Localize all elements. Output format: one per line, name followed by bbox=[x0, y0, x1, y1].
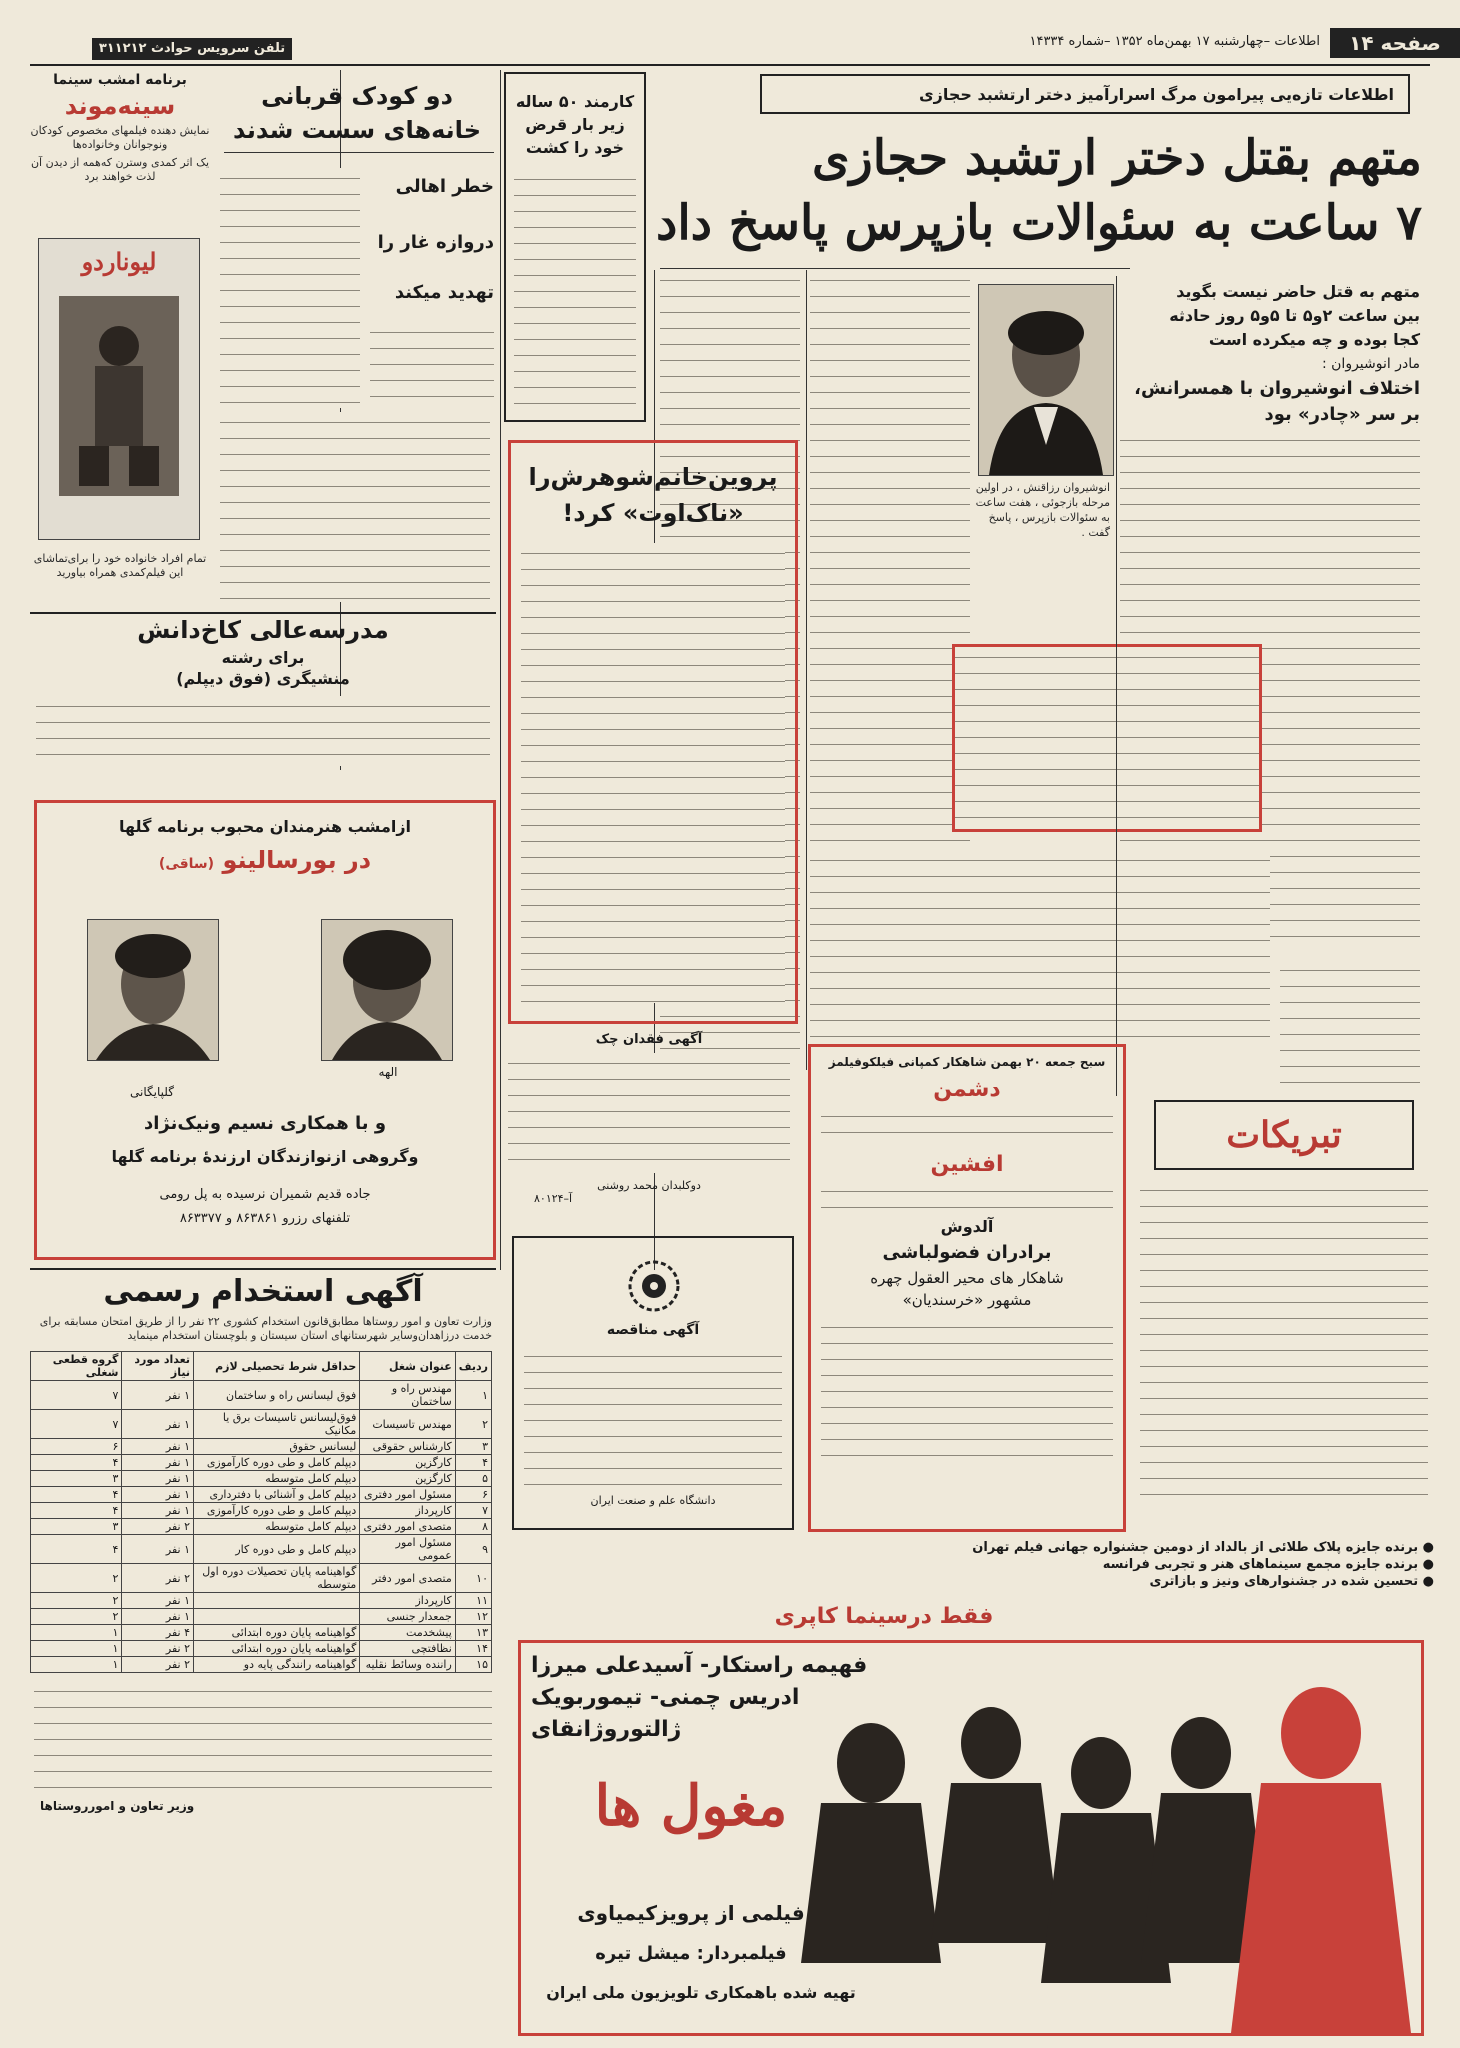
concert-line-2: و با همکاری نسیم ونیک‌نژاد bbox=[143, 1113, 387, 1134]
employment-header-cell: عنوان شغل bbox=[360, 1352, 455, 1381]
table-cell: ۱۴ bbox=[455, 1641, 491, 1657]
bill-act-5: شاهکار های محیر العقول چهره bbox=[870, 1269, 1064, 1287]
table-cell: ۱ نفر bbox=[122, 1381, 194, 1410]
lead-note-box bbox=[952, 644, 1262, 832]
table-cell: ۴ bbox=[455, 1455, 491, 1471]
cinema-desc: نمایش دهنده فیلمهای مخصوص کودکان ونوجوانان وخانواده‌ها bbox=[30, 124, 210, 151]
table-cell: ۲ نفر bbox=[122, 1519, 194, 1535]
table-cell: مهندس تاسیسات bbox=[360, 1410, 455, 1439]
congrats-section bbox=[1134, 1096, 1434, 1532]
concert-line-3: وگروهی ازنوازندگان ارزندهٔ برنامه گلها bbox=[111, 1147, 419, 1166]
movie-cast-1: فهیمه راستکار- آسیدعلی میرزا bbox=[531, 1653, 868, 1678]
concert-line-1: ازامشب هنرمندان محبوب برنامه گلها bbox=[118, 817, 412, 836]
table-cell: ۱ نفر bbox=[122, 1455, 194, 1471]
table-cell: ۱۱ bbox=[455, 1593, 491, 1609]
artist-1-photo bbox=[321, 919, 453, 1061]
cinema-venue: سینه‌موند bbox=[64, 92, 176, 120]
masthead bbox=[0, 0, 1460, 68]
table-cell: ۵ bbox=[455, 1471, 491, 1487]
table-cell: ۲ bbox=[31, 1564, 122, 1593]
table-cell: ۹ bbox=[455, 1535, 491, 1564]
concert-venue: در بورسالینو bbox=[222, 846, 372, 874]
concert-bill bbox=[808, 1044, 1126, 1532]
suspect-photo bbox=[978, 284, 1114, 476]
concert-address: جاده قدیم شمیران نرسیده به پل رومی bbox=[159, 1187, 371, 1202]
concert-venue-row bbox=[37, 846, 493, 874]
table-cell: ۶ bbox=[455, 1487, 491, 1503]
employment-table bbox=[30, 1351, 492, 1673]
lost-check-ad bbox=[504, 1032, 794, 1232]
table-row bbox=[31, 1503, 492, 1519]
table-cell: ۲ bbox=[31, 1609, 122, 1625]
table-cell: کارپرداز bbox=[360, 1503, 455, 1519]
lost-check-title: آگهی فقدان چک bbox=[595, 1032, 703, 1047]
employee-body bbox=[514, 169, 636, 409]
congrats-title: تبریکات bbox=[1226, 1114, 1342, 1156]
kids-title-2: خانه‌های سست شدند bbox=[232, 116, 481, 144]
table-cell: ۱ bbox=[31, 1641, 122, 1657]
table-cell: نظافتچی bbox=[360, 1641, 455, 1657]
employment-header-cell: گروه قطعی شغلی bbox=[31, 1352, 122, 1381]
portrait-illustration bbox=[979, 285, 1113, 475]
cinema-poster bbox=[38, 238, 200, 540]
table-cell: متصدی امور دفتری bbox=[360, 1519, 455, 1535]
table-row bbox=[31, 1625, 492, 1641]
kids-sub-3: تهدید میکند bbox=[394, 282, 494, 303]
bill-act-6: مشهور «خرسندیان» bbox=[902, 1291, 1032, 1309]
table-row bbox=[31, 1564, 492, 1593]
bill-act-3: آلدوش bbox=[940, 1217, 994, 1236]
table-cell: ۱۰ bbox=[455, 1564, 491, 1593]
lead-sub-1: متهم به قتل حاضر نیست بگوید bbox=[1176, 282, 1420, 301]
lead-headline-2: ۷ ساعت به سئوالات بازپرس پاسخ داد bbox=[655, 195, 1422, 251]
table-cell: دیپلم کامل متوسطه bbox=[194, 1519, 360, 1535]
tender-logo bbox=[626, 1258, 682, 1314]
cinema-heading: برنامه امشب سینما bbox=[53, 72, 187, 88]
table-cell: مهندس راه و ساختمان bbox=[360, 1381, 455, 1410]
kids-body-c bbox=[370, 322, 494, 412]
table-cell: ۱ نفر bbox=[122, 1410, 194, 1439]
table-cell: ۱۲ bbox=[455, 1609, 491, 1625]
table-cell: متصدی امور دفتر bbox=[360, 1564, 455, 1593]
gear-logo-icon bbox=[626, 1258, 682, 1314]
artist-2-photo bbox=[87, 919, 219, 1061]
table-cell: گواهینامه رانندگی پایه دو bbox=[194, 1657, 360, 1673]
table-row bbox=[31, 1535, 492, 1564]
kids-body-a bbox=[220, 168, 360, 408]
table-cell: ۱ نفر bbox=[122, 1471, 194, 1487]
lead-kicker: اطلاعات تازه‌یی پیرامون مرگ اسرارآمیز دختر ارتشبد حجازی bbox=[918, 85, 1394, 104]
employment-footer-sign: وزیر تعاون و امورروستاها bbox=[40, 1799, 195, 1813]
bill-body-1 bbox=[821, 1106, 1113, 1146]
school-ad bbox=[30, 612, 496, 792]
table-cell: ۲ نفر bbox=[122, 1564, 194, 1593]
lead-body-col-5 bbox=[810, 850, 1270, 1040]
parvin-title-2: «ناک‌اوت» کرد! bbox=[562, 499, 744, 527]
lost-check-code: آ–۸۰۱۲۴ bbox=[534, 1192, 573, 1205]
table-row bbox=[31, 1657, 492, 1673]
table-cell: ۱۳ bbox=[455, 1625, 491, 1641]
table-row bbox=[31, 1641, 492, 1657]
table-cell: ۷ bbox=[31, 1410, 122, 1439]
table-cell: ۱ نفر bbox=[122, 1609, 194, 1625]
table-cell: پیشخدمت bbox=[360, 1625, 455, 1641]
concert-phones: تلفنهای رزرو ۸۶۳۸۶۱ و ۸۶۳۳۷۷ bbox=[179, 1211, 351, 1226]
school-body bbox=[36, 696, 490, 766]
parvin-title-1: پروین‌خانم‌شوهرش‌را bbox=[528, 463, 778, 491]
table-cell: کارشناس حقوقی bbox=[360, 1439, 455, 1455]
artist-1-name: الهه bbox=[378, 1065, 398, 1079]
lost-check-body bbox=[508, 1053, 790, 1173]
lead-sub-6: بر سر «چادر» بود bbox=[1264, 404, 1420, 425]
employment-table-header bbox=[31, 1352, 492, 1381]
table-cell: ۴ bbox=[31, 1455, 122, 1471]
employment-intro: وزارت تعاون و امور روستاها مطابق‌قانون استخدام کشوری ۲۲ نفر را از طریق امتحان مسابقه برای خدمت درزاهدان‌وسایر شهرستانهای استان سیستان و بلوچستان استخدام مینماید bbox=[39, 1315, 492, 1342]
table-cell: مسئول امور دفتری bbox=[360, 1487, 455, 1503]
table-cell: ۸ bbox=[455, 1519, 491, 1535]
table-row bbox=[31, 1439, 492, 1455]
poster-illustration bbox=[39, 276, 199, 516]
table-row bbox=[31, 1410, 492, 1439]
lead-sub-5: اختلاف انوشیروان با همسرانش، bbox=[1134, 378, 1420, 399]
table-cell: دیپلم کامل و آشنائی با دفترداری bbox=[194, 1487, 360, 1503]
hotline: تلفن سرویس حوادث ۳۱۱۲۱۲ bbox=[92, 38, 292, 60]
table-cell: ۳ bbox=[31, 1471, 122, 1487]
employee-story-box bbox=[504, 72, 646, 422]
poster-title: لیوناردو bbox=[81, 247, 157, 276]
kids-sub-2: دروازه غار را bbox=[377, 232, 494, 253]
congrats-body bbox=[1140, 1180, 1428, 1510]
lead-sub-4: مادر انوشیروان : bbox=[1321, 356, 1420, 372]
table-cell: دیپلم کامل و طی دوره کارآموزی bbox=[194, 1503, 360, 1519]
table-cell: ۲ نفر bbox=[122, 1641, 194, 1657]
table-cell: ۲ bbox=[455, 1410, 491, 1439]
table-cell: دیپلم کامل و طی دوره کار bbox=[194, 1535, 360, 1564]
tender-body bbox=[524, 1346, 782, 1486]
table-cell: فوق لیسانس راه و ساختمان bbox=[194, 1381, 360, 1410]
movie-producer: تهیه شده باهمکاری تلویزیون ملی ایران bbox=[546, 1983, 856, 2002]
table-cell: گواهینامه پایان تحصیلات دوره اول متوسطه bbox=[194, 1564, 360, 1593]
movie-bullet-2: ● برنده جایزه مجمع سینماهای هنر و تجربی فرانسه bbox=[1102, 1557, 1434, 1572]
table-cell: ۱ bbox=[31, 1625, 122, 1641]
table-cell: ۱ نفر bbox=[122, 1593, 194, 1609]
table-cell: گواهینامه پایان دوره ابتدائی bbox=[194, 1641, 360, 1657]
kids-title-1: دو کودک قربانی bbox=[261, 82, 453, 110]
kids-sub-1: خطر اهالی bbox=[395, 176, 494, 197]
movie-bullet-1: ● برنده جایزه پلاک طلائی از بالداد از دومین جشنواره جهانی فیلم تهران bbox=[972, 1540, 1434, 1555]
table-row bbox=[31, 1487, 492, 1503]
bill-top: سبح جمعه ۲۰ بهمن شاهکار کمپانی فیلکوفیلمز bbox=[828, 1055, 1106, 1069]
table-cell: ۴ bbox=[31, 1503, 122, 1519]
page-label: صفحه ۱۴ bbox=[1330, 28, 1460, 58]
table-cell: ۱۵ bbox=[455, 1657, 491, 1673]
table-cell: گواهینامه پایان دوره ابتدائی bbox=[194, 1625, 360, 1641]
table-cell: ۱ bbox=[455, 1381, 491, 1410]
table-row bbox=[31, 1455, 492, 1471]
movie-dop: فیلمبردار: میشل تیره bbox=[595, 1943, 787, 1964]
movie-cast-3: ژالتوروژانقای bbox=[531, 1717, 682, 1742]
tender-ad bbox=[512, 1236, 794, 1530]
table-cell: دیپلم کامل متوسطه bbox=[194, 1471, 360, 1487]
bill-body-3 bbox=[821, 1317, 1113, 1467]
concert-ad bbox=[34, 800, 496, 1260]
bill-act-4: برادران فضولباشی bbox=[882, 1242, 1052, 1263]
movie-only-at: فقط درسینما کاپری bbox=[774, 1604, 994, 1629]
tender-org: دانشگاه علم و صنعت ایران bbox=[590, 1494, 716, 1507]
table-cell: ۱ نفر bbox=[122, 1439, 194, 1455]
parvin-body bbox=[521, 543, 785, 1003]
lead-headline-1: متهم بقتل دختر ارتشبد حجازی bbox=[811, 130, 1422, 186]
tender-title: آگهی مناقصه bbox=[606, 1322, 700, 1338]
movie-bullet-3: ● تحسین شده در جشنوارهای ونیز و بازاتری bbox=[1149, 1574, 1434, 1589]
issue-line: اطلاعات –چهارشنبه ۱۷ بهمن‌ماه ۱۳۵۲ –شماره ۱۴۳۳۴ bbox=[1029, 34, 1320, 49]
employment-header-cell: تعداد مورد نیاز bbox=[122, 1352, 194, 1381]
lead-sub-2: بین ساعت ۲و۵ تا ۵و۵ روز حادثه bbox=[1169, 306, 1420, 325]
employment-footer-text bbox=[34, 1681, 492, 1791]
school-title: مدرسه‌عالی کاخ‌دانش bbox=[137, 616, 389, 644]
table-row bbox=[31, 1471, 492, 1487]
employment-header-cell: حداقل شرط تحصیلی لازم bbox=[194, 1352, 360, 1381]
table-cell: فوق‌لیسانس تاسیسات برق یا مکانیک bbox=[194, 1410, 360, 1439]
table-cell: کارگزین bbox=[360, 1455, 455, 1471]
table-cell: ۱ bbox=[31, 1657, 122, 1673]
cinema-footer: تمام افراد خانواده خود را برای‌تماشای این فیلم‌کمدی همراه بیاورید bbox=[33, 552, 207, 579]
table-cell: دیپلم کامل و طی دوره کارآموزی bbox=[194, 1455, 360, 1471]
lead-body-col-2 bbox=[810, 270, 970, 850]
table-cell: ۳ bbox=[31, 1519, 122, 1535]
lead-kicker-box bbox=[760, 74, 1410, 114]
table-cell: جمعدار جنسی bbox=[360, 1609, 455, 1625]
table-cell: راننده وسائط نقلیه bbox=[360, 1657, 455, 1673]
lead-body-col-6 bbox=[1280, 960, 1420, 1090]
table-cell: ۴ نفر bbox=[122, 1625, 194, 1641]
table-cell: ۱ نفر bbox=[122, 1487, 194, 1503]
table-cell: لیسانس حقوق bbox=[194, 1439, 360, 1455]
movie-ad bbox=[508, 1540, 1434, 2040]
bill-act-2: افشین bbox=[930, 1152, 1004, 1177]
table-row bbox=[31, 1593, 492, 1609]
table-cell: ۷ bbox=[31, 1381, 122, 1410]
employment-header-cell: ردیف bbox=[455, 1352, 491, 1381]
table-cell: کارگزین bbox=[360, 1471, 455, 1487]
employee-title-1: کارمند ۵۰ ساله bbox=[515, 92, 635, 111]
employment-ad bbox=[30, 1268, 496, 2038]
table-cell: ۲ bbox=[31, 1593, 122, 1609]
table-cell: ۴ bbox=[31, 1535, 122, 1564]
table-cell: ۱ نفر bbox=[122, 1503, 194, 1519]
cinema-desc-2: یک اثر کمدی وسترن که‌همه از دیدن آن لذت خواهند برد bbox=[30, 156, 210, 183]
congrats-title-box bbox=[1154, 1100, 1414, 1170]
movie-title: مغول ها bbox=[594, 1773, 788, 1839]
suspect-photo-caption: انوشیروان رزاقنش ، در اولین مرحله بازجوئی ، هفت ساعت به سئوالات بازپرس ، پاسخ گفت . bbox=[975, 481, 1110, 539]
employee-title-3: خود را کشت bbox=[525, 138, 625, 157]
school-line-1: برای رشته bbox=[221, 648, 305, 667]
employment-title: آگهی استخدام رسمی bbox=[103, 1274, 423, 1309]
lost-check-signature: دوکلبدان محمد روشنی bbox=[597, 1179, 701, 1192]
table-cell: کارپرداز bbox=[360, 1593, 455, 1609]
table-row bbox=[31, 1519, 492, 1535]
table-cell bbox=[194, 1593, 360, 1609]
artist-2-name: گلپایگانی bbox=[130, 1085, 174, 1099]
table-cell: مسئول امور عمومی bbox=[360, 1535, 455, 1564]
table-cell: ۱ نفر bbox=[122, 1535, 194, 1564]
bill-act-1: دشمن bbox=[933, 1077, 1001, 1102]
bill-body-2 bbox=[821, 1181, 1113, 1211]
parvin-story-box bbox=[508, 440, 798, 1024]
table-cell: ۲ نفر bbox=[122, 1657, 194, 1673]
table-row bbox=[31, 1381, 492, 1410]
cinema-box bbox=[30, 72, 210, 612]
table-cell: ۷ bbox=[455, 1503, 491, 1519]
employee-title-2: زیر بار قرض bbox=[525, 115, 625, 134]
movie-director: فیلمی از پرویزکیمیاوی bbox=[577, 1901, 805, 1925]
table-cell: ۴ bbox=[31, 1487, 122, 1503]
school-line-2: منشیگری (فوق دیپلم) bbox=[176, 669, 350, 688]
table-cell: ۳ bbox=[455, 1439, 491, 1455]
kids-body-b bbox=[220, 412, 490, 602]
table-cell bbox=[194, 1609, 360, 1625]
concert-venue-note: (ساقی) bbox=[158, 856, 215, 872]
movie-cast-2: ادریس چمنی- تیموربویک bbox=[531, 1685, 800, 1710]
table-cell: ۶ bbox=[31, 1439, 122, 1455]
table-row bbox=[31, 1609, 492, 1625]
movie-frame bbox=[518, 1640, 1424, 2036]
lead-sub-3: کجا بوده و چه میکرده است bbox=[1208, 330, 1420, 349]
